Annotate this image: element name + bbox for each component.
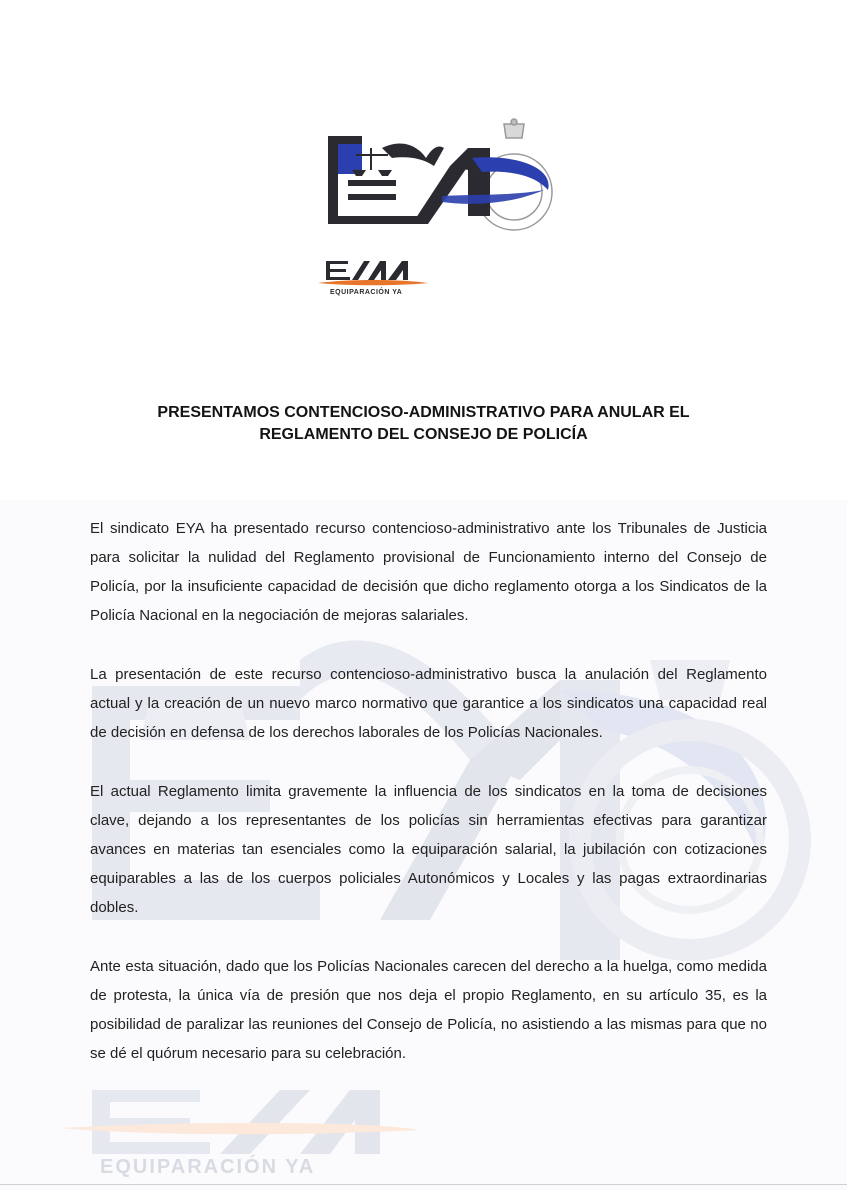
eya-logo-main (322, 118, 558, 246)
document-title (60, 402, 787, 446)
paragraph-4: Ante esta situación, dado que los Policías Nacionales carecen del derecho a la huelga, como medida de protesta, la única vía de presión que nos deja el propio Reglamento, en su artículo 35, es la posibilidad de paralizar las reuniones del Consejo de Policía, no asistiendo a las mismas para que no se dé el quórum necesario para su celebración. (90, 958, 767, 1062)
paragraph-3: El actual Reglamento limita gravemente la influencia de los sindicatos en la toma de decisiones clave, dejando a los representantes de los policías sin herramientas efectivas para garantizar avances en materias tan esenciales como la equiparación salarial, la jubilación con cotizaciones equiparables a las de los cuerpos policiales Autonómicos y Locales y las pagas extraordinarias dobles. (90, 783, 767, 916)
paragraph-1: El sindicato EYA ha presentado recurso contencioso-administrativo ante los Tribunales de Justicia para solicitar la nulidad del Reglamento provisional de Funcionamiento interno del Consejo de Policía, por la insuficiente capacidad de decisión que dicho reglamento otorga a los Sindicatos de la Policía Nacional en la negociación de mejoras salariales. (90, 520, 767, 624)
paragraph-2: La presentación de este recurso contencioso-administrativo busca la anulación del Reglamento actual y la creación de un nuevo marco normativo que garantice a los sindicatos una capacidad real de decisión en defensa de los derechos laborales de los Policías Nacionales. (90, 666, 767, 741)
document-body (90, 514, 767, 1098)
page-bottom-divider (0, 1184, 847, 1185)
logo-small-caption: EQUIPARACIÓN YA (330, 289, 403, 296)
title-line-2: REGLAMENTO DEL CONSEJO DE POLICÍA (259, 426, 588, 443)
title-line-1: PRESENTAMOS CONTENCIOSO-ADMINISTRATIVO PARA ANULAR EL (157, 404, 690, 421)
watermark-caption: EQUIPARACIÓN YA (100, 1156, 316, 1178)
